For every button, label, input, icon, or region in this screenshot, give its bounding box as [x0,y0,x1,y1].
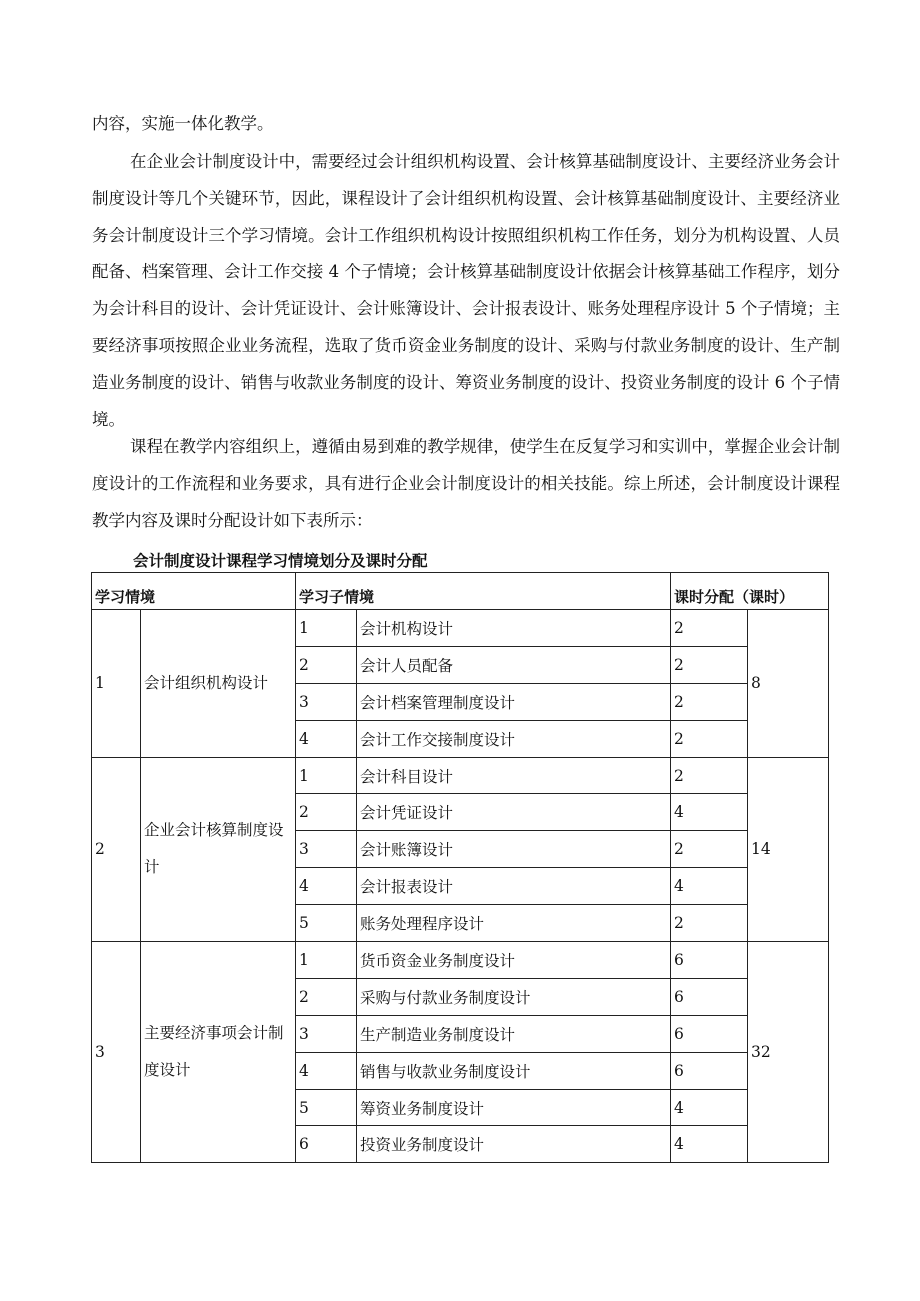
sub-situation-number: 5 [296,905,357,942]
sub-situation-hours: 6 [671,942,748,979]
sub-situation-number: 4 [296,720,357,757]
sub-situation-hours: 2 [671,720,748,757]
sub-situation-name: 会计账簿设计 [357,831,671,868]
sub-situation-hours: 4 [671,1089,748,1126]
sub-situation-hours: 6 [671,978,748,1015]
course-allocation-table [91,572,829,1163]
situation-total-hours: 14 [748,757,829,941]
sub-situation-number: 1 [296,757,357,794]
situation-number: 1 [92,610,141,758]
header-hours: 课时分配（课时） [671,573,829,610]
sub-situation-number: 1 [296,610,357,647]
sub-situation-name: 会计人员配备 [357,646,671,683]
situation-total-hours: 32 [748,942,829,1163]
sub-situation-hours: 4 [671,1126,748,1163]
sub-situation-number: 2 [296,794,357,831]
header-situation: 学习情境 [92,573,296,610]
sub-situation-name: 会计凭证设计 [357,794,671,831]
sub-situation-hours: 4 [671,868,748,905]
situation-number: 2 [92,757,141,941]
sub-situation-number: 5 [296,1089,357,1126]
sub-situation-hours: 2 [671,757,748,794]
sub-situation-name: 采购与付款业务制度设计 [357,978,671,1015]
sub-situation-hours: 6 [671,1052,748,1089]
sub-situation-hours: 2 [671,646,748,683]
sub-situation-number: 2 [296,978,357,1015]
sub-situation-hours: 2 [671,610,748,647]
situation-number: 3 [92,942,141,1163]
sub-situation-number: 4 [296,868,357,905]
situation-name: 主要经济事项会计制度设计 [141,942,296,1163]
sub-situation-number: 3 [296,683,357,720]
situation-name: 会计组织机构设计 [141,610,296,758]
table-header-row [92,573,829,610]
sub-situation-name: 货币资金业务制度设计 [357,942,671,979]
paragraph-3: 课程在教学内容组织上，遵循由易到难的教学规律，使学生在反复学习和实训中，掌握企业会计制度设计的工作流程和业务要求，具有进行企业会计制度设计的相关技能。综上所述，会计制度设计课程教学内容及课时分配设计如下表所示： [92,437,840,530]
sub-situation-hours: 2 [671,831,748,868]
sub-situation-number: 4 [296,1052,357,1089]
sub-situation-name: 会计科目设计 [357,757,671,794]
table-row [92,757,829,794]
sub-situation-name: 投资业务制度设计 [357,1126,671,1163]
table-row [92,610,829,647]
paragraph-1: 内容，实施一体化教学。 [92,114,274,133]
situation-name: 企业会计核算制度设计 [141,757,296,941]
header-sub-situation: 学习子情境 [296,573,671,610]
table-row [92,942,829,979]
sub-situation-hours: 4 [671,794,748,831]
sub-situation-number: 2 [296,646,357,683]
sub-situation-number: 3 [296,831,357,868]
situation-total-hours: 8 [748,610,829,758]
sub-situation-number: 1 [296,942,357,979]
sub-situation-name: 筹资业务制度设计 [357,1089,671,1126]
paragraph-2: 在企业会计制度设计中，需要经过会计组织机构设置、会计核算基础制度设计、主要经济业务会计制度设计等几个关键环节，因此，课程设计了会计组织机构设置、会计核算基础制度设计、主要经济业务会计制度设计三个学习情境。会计工作组织机构设计按照组织机构工作任务，划分为机构设置、人员配备、档案管理、会计工作交接 4 个子情境；会计核算基础制度设计依据会计核算基础工作程序，划分为会计科目的设计、会计凭证设计、会计账簿设计、会计报表设计、账务处理程序设计 5 个子情境；主要经济事项按照企业业务流程，选取了货币资金业务制度的设计、采购与付款业务制度的设计、生产制造业务制度的设计、销售与收款业务制度的设计、筹资业务制度的设计、投资业务制度的设计 6 个子情境。 [92,152,840,429]
sub-situation-name: 会计档案管理制度设计 [357,683,671,720]
sub-situation-hours: 2 [671,683,748,720]
sub-situation-name: 生产制造业务制度设计 [357,1015,671,1052]
sub-situation-name: 账务处理程序设计 [357,905,671,942]
sub-situation-name: 销售与收款业务制度设计 [357,1052,671,1089]
sub-situation-name: 会计工作交接制度设计 [357,720,671,757]
sub-situation-name: 会计机构设计 [357,610,671,647]
sub-situation-number: 3 [296,1015,357,1052]
sub-situation-number: 6 [296,1126,357,1163]
sub-situation-hours: 2 [671,905,748,942]
sub-situation-hours: 6 [671,1015,748,1052]
table-caption: 会计制度设计课程学习情境划分及课时分配 [133,552,428,570]
sub-situation-name: 会计报表设计 [357,868,671,905]
